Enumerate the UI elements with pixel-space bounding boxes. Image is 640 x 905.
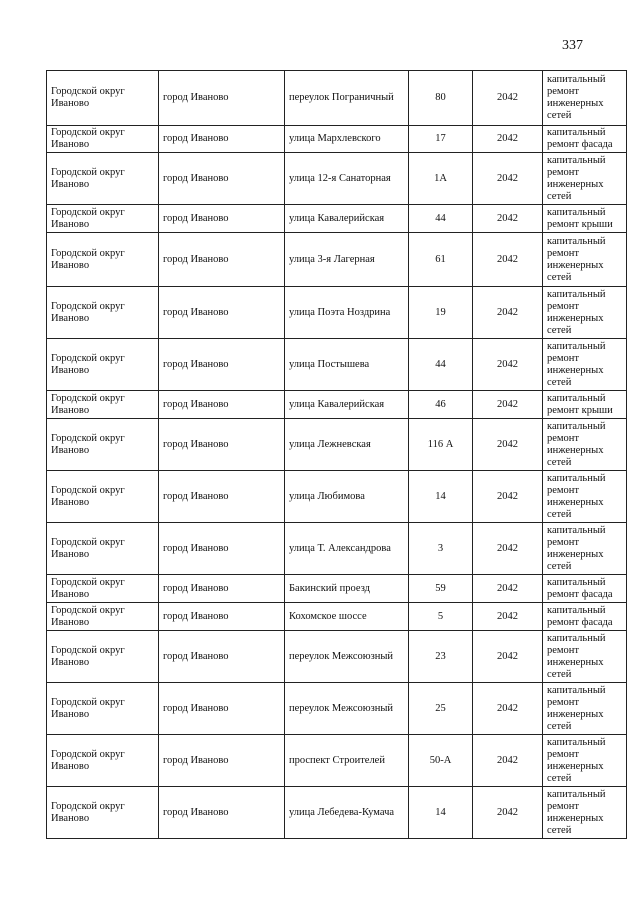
work-type-cell: капитальный ремонт инженерных сетей (543, 683, 627, 735)
street-cell: улица Поэта Ноздрина (285, 287, 409, 339)
street-cell: переулок Пограничный (285, 71, 409, 126)
municipality-cell: Городской округ Иваново (47, 419, 159, 471)
city-cell: город Иваново (159, 126, 285, 153)
year-cell: 2042 (473, 471, 543, 523)
work-type-cell: капитальный ремонт инженерных сетей (543, 471, 627, 523)
year-cell: 2042 (473, 787, 543, 839)
street-cell: улица Любимова (285, 471, 409, 523)
table-row (47, 153, 627, 205)
city-cell: город Иваново (159, 631, 285, 683)
repair-schedule-table (46, 70, 627, 839)
city-cell: город Иваново (159, 391, 285, 419)
work-type-cell: капитальный ремонт инженерных сетей (543, 631, 627, 683)
house-number-cell: 14 (409, 787, 473, 839)
city-cell: город Иваново (159, 787, 285, 839)
house-number-cell: 14 (409, 471, 473, 523)
house-number-cell: 1А (409, 153, 473, 205)
year-cell: 2042 (473, 523, 543, 575)
year-cell: 2042 (473, 575, 543, 603)
year-cell: 2042 (473, 205, 543, 233)
house-number-cell: 44 (409, 205, 473, 233)
municipality-cell: Городской округ Иваново (47, 523, 159, 575)
city-cell: город Иваново (159, 603, 285, 631)
municipality-cell: Городской округ Иваново (47, 287, 159, 339)
house-number-cell: 59 (409, 575, 473, 603)
house-number-cell: 19 (409, 287, 473, 339)
street-cell: улица Т. Александрова (285, 523, 409, 575)
street-cell: улица Кавалерийская (285, 205, 409, 233)
house-number-cell: 17 (409, 126, 473, 153)
street-cell: проспект Строителей (285, 735, 409, 787)
table-row (47, 205, 627, 233)
table-row (47, 126, 627, 153)
house-number-cell: 46 (409, 391, 473, 419)
work-type-cell: капитальный ремонт инженерных сетей (543, 233, 627, 287)
house-number-cell: 116 А (409, 419, 473, 471)
year-cell: 2042 (473, 631, 543, 683)
work-type-cell: капитальный ремонт инженерных сетей (543, 419, 627, 471)
street-cell: переулок Межсоюзный (285, 631, 409, 683)
municipality-cell: Городской округ Иваново (47, 153, 159, 205)
municipality-cell: Городской округ Иваново (47, 683, 159, 735)
municipality-cell: Городской округ Иваново (47, 735, 159, 787)
house-number-cell: 5 (409, 603, 473, 631)
house-number-cell: 3 (409, 523, 473, 575)
city-cell: город Иваново (159, 683, 285, 735)
street-cell: улица Лежневская (285, 419, 409, 471)
table-row (47, 233, 627, 287)
house-number-cell: 50-А (409, 735, 473, 787)
street-cell: улица Постышева (285, 339, 409, 391)
city-cell: город Иваново (159, 471, 285, 523)
table-row (47, 683, 627, 735)
municipality-cell: Городской округ Иваново (47, 631, 159, 683)
street-cell: улица Лебедева-Кумача (285, 787, 409, 839)
work-type-cell: капитальный ремонт фасада (543, 603, 627, 631)
year-cell: 2042 (473, 233, 543, 287)
municipality-cell: Городской округ Иваново (47, 575, 159, 603)
table-row (47, 471, 627, 523)
house-number-cell: 80 (409, 71, 473, 126)
street-cell: улица 3-я Лагерная (285, 233, 409, 287)
house-number-cell: 25 (409, 683, 473, 735)
year-cell: 2042 (473, 683, 543, 735)
street-cell: улица Кавалерийская (285, 391, 409, 419)
table-row (47, 735, 627, 787)
table-row (47, 787, 627, 839)
house-number-cell: 61 (409, 233, 473, 287)
year-cell: 2042 (473, 339, 543, 391)
house-number-cell: 44 (409, 339, 473, 391)
municipality-cell: Городской округ Иваново (47, 339, 159, 391)
city-cell: город Иваново (159, 523, 285, 575)
table-row (47, 523, 627, 575)
table-row (47, 287, 627, 339)
work-type-cell: капитальный ремонт инженерных сетей (543, 523, 627, 575)
city-cell: город Иваново (159, 205, 285, 233)
city-cell: город Иваново (159, 71, 285, 126)
year-cell: 2042 (473, 419, 543, 471)
street-cell: улица 12-я Санаторная (285, 153, 409, 205)
city-cell: город Иваново (159, 419, 285, 471)
year-cell: 2042 (473, 391, 543, 419)
year-cell: 2042 (473, 287, 543, 339)
work-type-cell: капитальный ремонт крыши (543, 205, 627, 233)
table-row (47, 631, 627, 683)
city-cell: город Иваново (159, 287, 285, 339)
table-row (47, 419, 627, 471)
work-type-cell: капитальный ремонт инженерных сетей (543, 287, 627, 339)
page-number: 337 (562, 38, 583, 53)
table-row (47, 603, 627, 631)
municipality-cell: Городской округ Иваново (47, 471, 159, 523)
year-cell: 2042 (473, 603, 543, 631)
table-row (47, 575, 627, 603)
year-cell: 2042 (473, 153, 543, 205)
year-cell: 2042 (473, 126, 543, 153)
municipality-cell: Городской округ Иваново (47, 233, 159, 287)
work-type-cell: капитальный ремонт инженерных сетей (543, 787, 627, 839)
city-cell: город Иваново (159, 153, 285, 205)
municipality-cell: Городской округ Иваново (47, 205, 159, 233)
municipality-cell: Городской округ Иваново (47, 391, 159, 419)
municipality-cell: Городской округ Иваново (47, 71, 159, 126)
municipality-cell: Городской округ Иваново (47, 787, 159, 839)
city-cell: город Иваново (159, 339, 285, 391)
work-type-cell: капитальный ремонт фасада (543, 575, 627, 603)
street-cell: улица Мархлевского (285, 126, 409, 153)
year-cell: 2042 (473, 735, 543, 787)
year-cell: 2042 (473, 71, 543, 126)
city-cell: город Иваново (159, 233, 285, 287)
work-type-cell: капитальный ремонт инженерных сетей (543, 339, 627, 391)
municipality-cell: Городской округ Иваново (47, 126, 159, 153)
table-row (47, 391, 627, 419)
work-type-cell: капитальный ремонт инженерных сетей (543, 153, 627, 205)
table-row (47, 71, 627, 126)
municipality-cell: Городской округ Иваново (47, 603, 159, 631)
work-type-cell: капитальный ремонт инженерных сетей (543, 735, 627, 787)
work-type-cell: капитальный ремонт крыши (543, 391, 627, 419)
city-cell: город Иваново (159, 575, 285, 603)
table-body (47, 71, 627, 839)
work-type-cell: капитальный ремонт фасада (543, 126, 627, 153)
street-cell: Бакинский проезд (285, 575, 409, 603)
city-cell: город Иваново (159, 735, 285, 787)
house-number-cell: 23 (409, 631, 473, 683)
street-cell: переулок Межсоюзный (285, 683, 409, 735)
table-row (47, 339, 627, 391)
work-type-cell: капитальный ремонт инженерных сетей (543, 71, 627, 126)
street-cell: Кохомское шоссе (285, 603, 409, 631)
